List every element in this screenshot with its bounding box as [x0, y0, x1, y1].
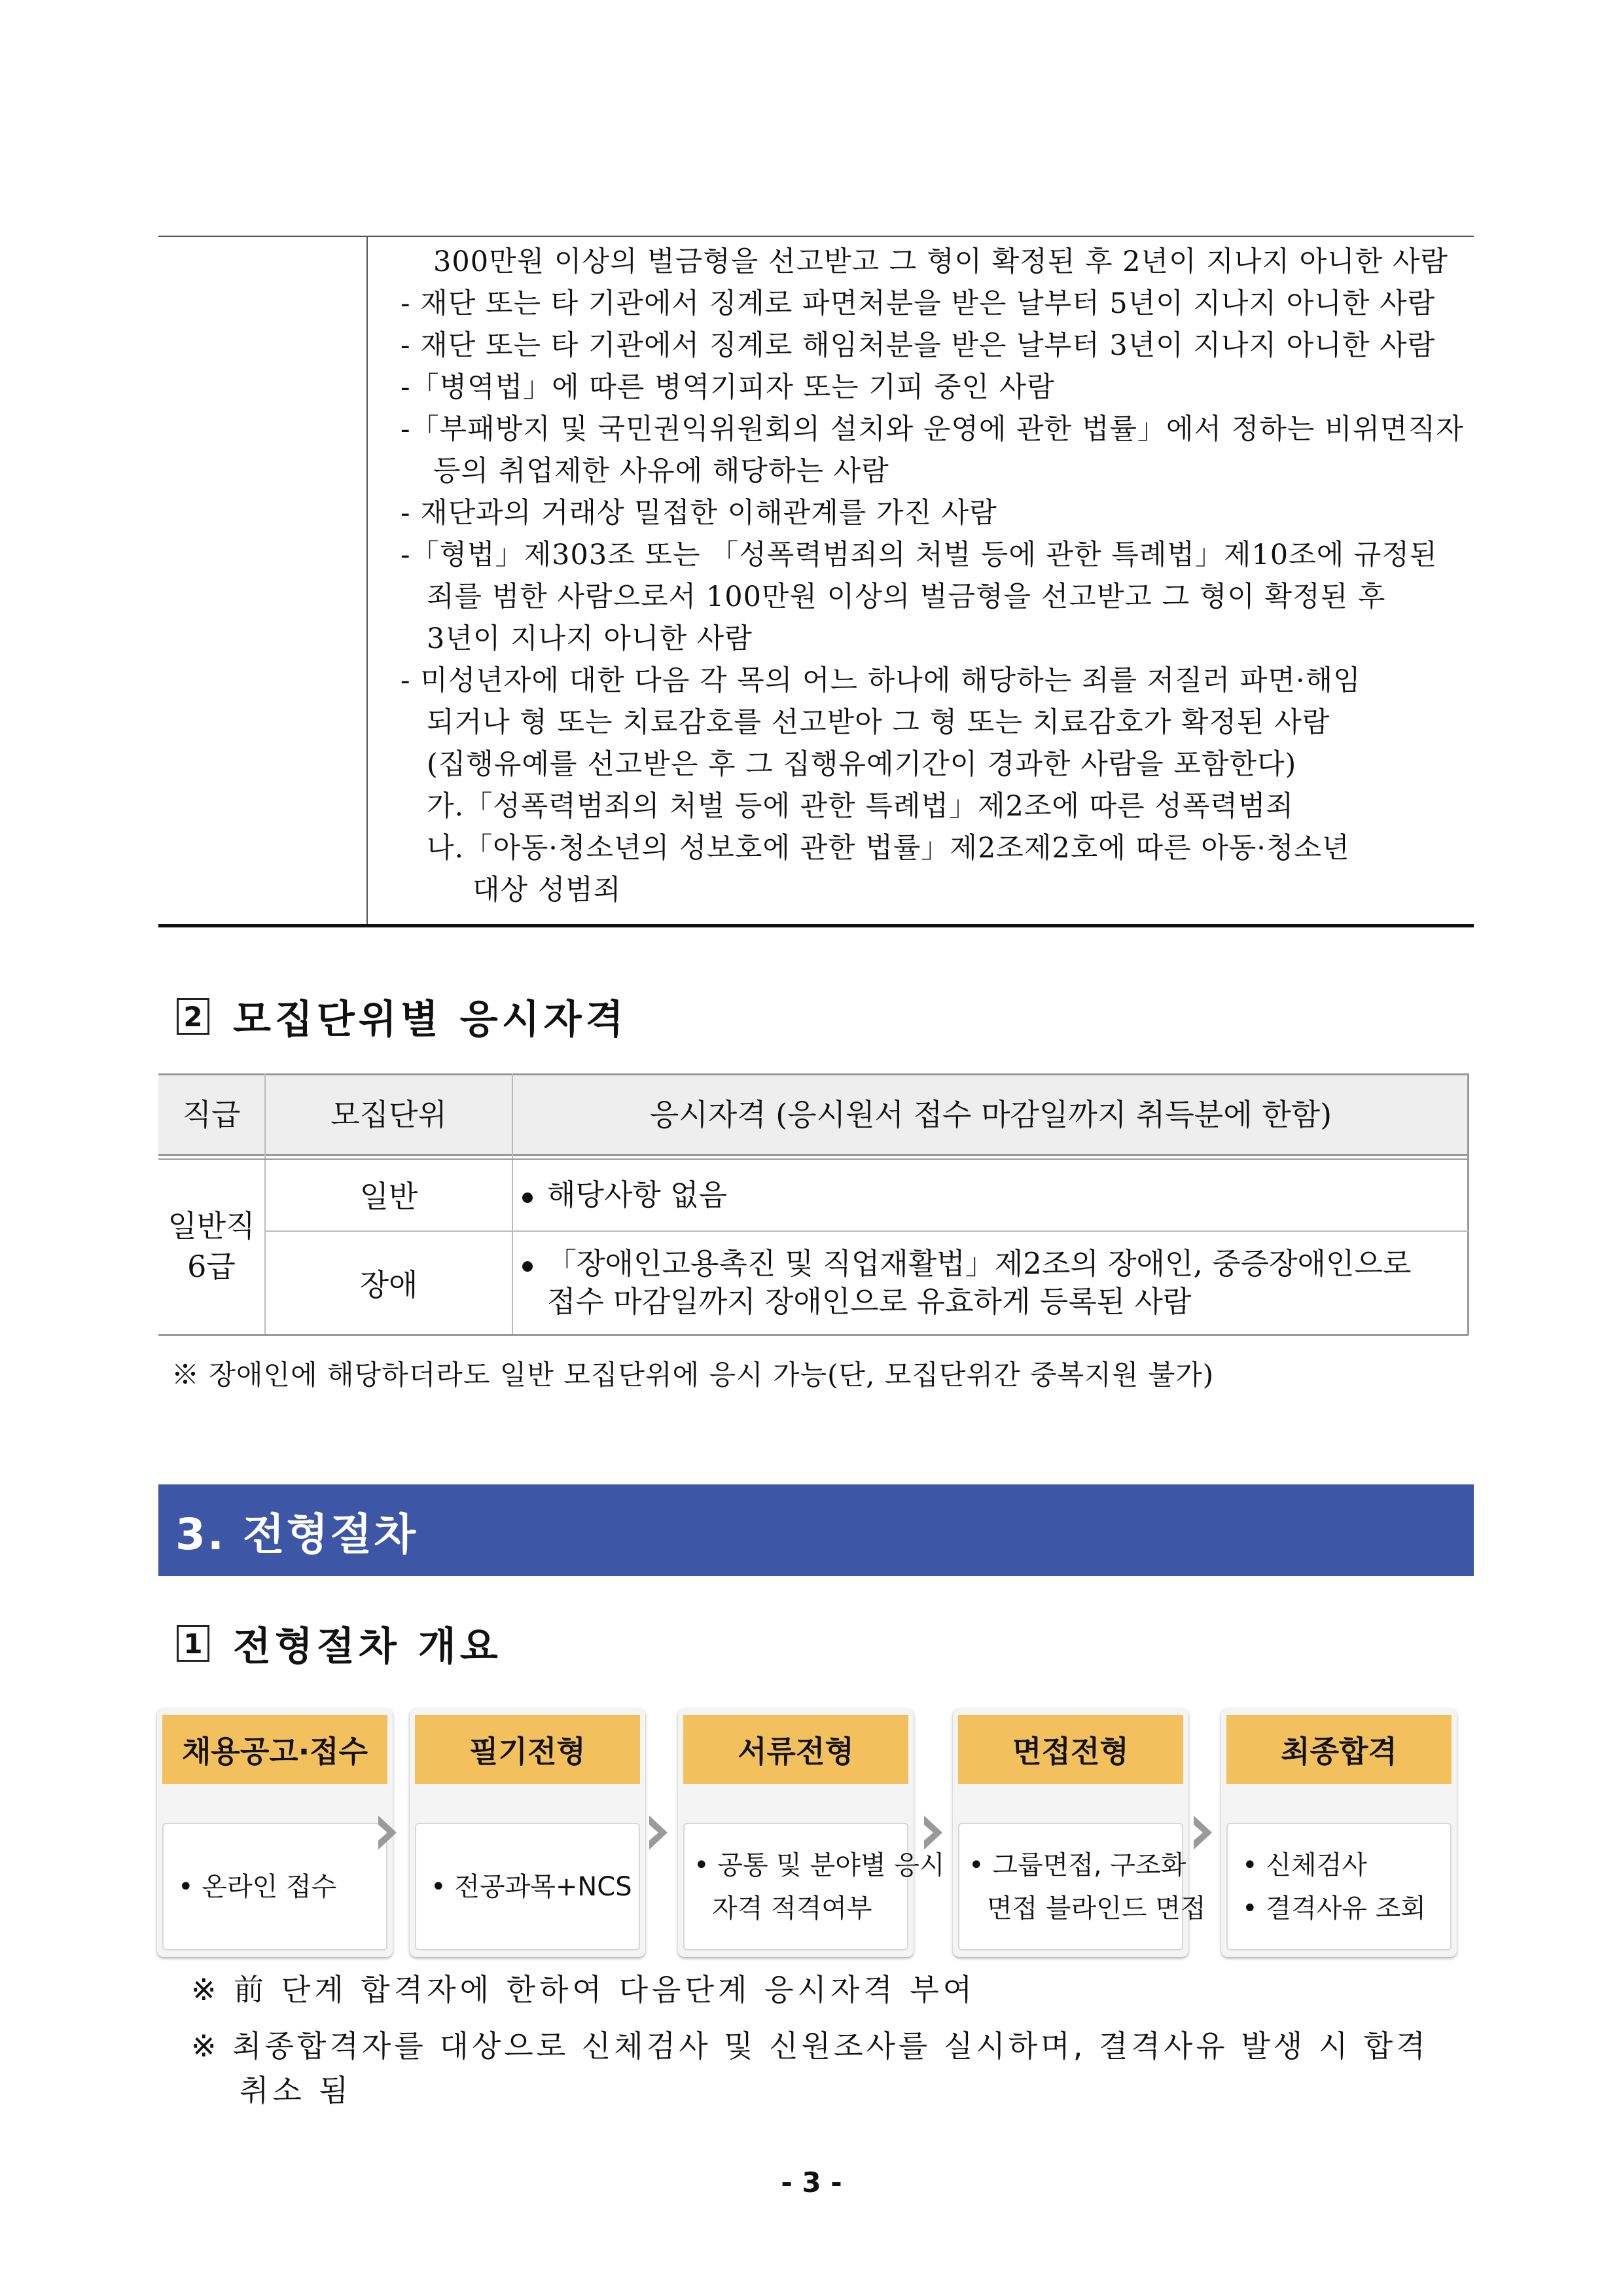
header-rank: 직급: [182, 1097, 241, 1132]
table-text-line: 300만원 이상의 벌금형을 선고받고 그 형이 확정된 후 2년이 지나지 아니한 사람: [433, 245, 1448, 278]
step-title: 채용공고·접수: [162, 1715, 387, 1784]
table-text-line: - 미성년자에 대한 다음 각 목의 어느 하나에 해당하는 죄를 저질러 파면·해임: [401, 664, 1361, 697]
table-text-line: -「형법」제303조 또는 「성폭력범죄의 처벌 등에 관한 특례법」제10조에 규정된: [401, 539, 1438, 571]
table-text-line: 3년이 지나지 아니한 사람: [427, 622, 753, 655]
table-text-line: 가.「성폭력범죄의 처벌 등에 관한 특례법」제2조에 따른 성폭력범죄: [427, 790, 1294, 823]
section2-heading: [177, 988, 628, 1045]
process-step-recruit: [157, 1708, 393, 1957]
bullet-dot-icon: [522, 1261, 533, 1272]
process-step-final: [1221, 1708, 1457, 1957]
table-text-line: 죄를 범한 사람으로서 100만원 이상의 벌금형을 선고받고 그 형이 확정된 후: [427, 581, 1386, 613]
unit-cell-general: 일반: [359, 1179, 418, 1214]
page-number: - 3 -: [781, 2166, 842, 2198]
table-text-line: -「병역법」에 따른 병역기피자 또는 기피 중인 사람: [401, 371, 1055, 404]
eligibility-table: [158, 1073, 1469, 1335]
step-item: • 신체검사: [1242, 1850, 1367, 1880]
bullet-dot-icon: [522, 1193, 533, 1203]
process-step-document: [678, 1708, 945, 1957]
step-body: [958, 1823, 1206, 1950]
qualification-bullet: [522, 1176, 727, 1214]
table-text-line: - 재단 또는 타 기관에서 징계로 해임처분을 받은 날부터 3년이 지나지 아니한 사람: [401, 329, 1436, 362]
qualification-text: 「장애인고용촉진 및 직업재활법」제2조의 장애인, 중증장애인으로: [547, 1246, 1412, 1281]
process-note: ※ 前 단계 합격자에 한하여 다음단계 응시자격 부여: [191, 1972, 976, 2007]
step-item: 면접 블라인드 면접: [987, 1893, 1206, 1924]
rank-line: 일반직: [168, 1208, 255, 1244]
section3-sub-heading: [177, 1615, 502, 1672]
step-item: • 공통 및 분야별 응시: [694, 1850, 945, 1880]
header-qualification: 응시자격 (응시원서 접수 마감일까지 취득분에 한함): [649, 1097, 1332, 1132]
step-title: 최종합격: [1226, 1715, 1452, 1784]
chevron-right-icon: [920, 1813, 952, 1852]
process-step-written: [410, 1708, 645, 1957]
table-left-column: [158, 237, 368, 924]
table-text-line: 되거나 형 또는 치료감호를 선고받아 그 형 또는 치료감호가 확정된 사람: [427, 706, 1330, 739]
process-note-cont: 취소 됨: [240, 2073, 352, 2108]
qualification-text: 해당사항 없음: [547, 1177, 728, 1212]
step-item: • 결격사유 조회: [1242, 1893, 1426, 1924]
section3-title-bar: 3. 전형절차: [158, 1484, 1474, 1576]
qualification-bullet: [522, 1245, 1411, 1283]
disqualification-table: [158, 236, 1474, 927]
chevron-right-icon: [645, 1813, 677, 1852]
section-number-box: 1: [177, 1625, 209, 1662]
step-body: [415, 1823, 640, 1950]
step-title: 서류전형: [683, 1715, 908, 1784]
step-item: • 온라인 접수: [178, 1871, 337, 1902]
step-body: [683, 1823, 945, 1950]
table-text-line: 대상 성범죄: [473, 874, 622, 906]
table-text-line: - 재단 또는 타 기관에서 징계로 파면처분을 받은 날부터 5년이 지나지 아니한 사람: [401, 287, 1436, 320]
table-text-line: 등의 취업제한 사유에 해당하는 사람: [433, 455, 889, 488]
unit-cell-disabled: 장애: [359, 1267, 418, 1302]
chevron-right-icon: [1190, 1813, 1221, 1852]
section-title: 전형절차 개요: [233, 1624, 502, 1670]
table-text-line: 나.「아동·청소년의 성보호에 관한 법률」제2조제2호에 따른 아동·청소년: [427, 832, 1350, 865]
table-text-line: - 재단과의 거래상 밀접한 이해관계를 가진 사람: [401, 497, 997, 529]
rank-line: 6급: [187, 1249, 236, 1284]
process-step-interview: [953, 1708, 1206, 1957]
eligibility-note: ※ 장애인에 해당하더라도 일반 모집단위에 응시 가능(단, 모집단위간 중복지원 불가): [171, 1359, 1215, 1391]
step-title: 면접전형: [958, 1715, 1183, 1784]
step-item: 자격 적격여부: [712, 1893, 872, 1924]
qualification-text-cont: 접수 마감일까지 장애인으로 유효하게 등록된 사람: [547, 1284, 1192, 1319]
chevron-right-icon: [374, 1813, 406, 1852]
rank-cell: [158, 1158, 264, 1334]
step-title: 필기전형: [415, 1715, 640, 1784]
section-number-box: 2: [177, 998, 209, 1035]
table-text-line: -「부패방지 및 국민권익위원회의 설치와 운영에 관한 법률」에서 정하는 비위면직자: [401, 413, 1464, 446]
step-body: [1226, 1823, 1452, 1950]
process-note: ※ 최종합격자를 대상으로 신체검사 및 신원조사를 실시하며, 결격사유 발생 시 합격: [191, 2028, 1429, 2064]
table-text-line: (집행유예를 선고받은 후 그 집행유예기간이 경과한 사람을 포함한다): [427, 748, 1297, 781]
section-title: 모집단위별 응시자격: [233, 997, 628, 1043]
step-item: • 그룹면접, 구조화: [969, 1850, 1186, 1880]
header-unit: 모집단위: [330, 1097, 447, 1132]
step-item: • 전공과목+NCS: [431, 1871, 632, 1902]
step-body: [162, 1823, 387, 1950]
